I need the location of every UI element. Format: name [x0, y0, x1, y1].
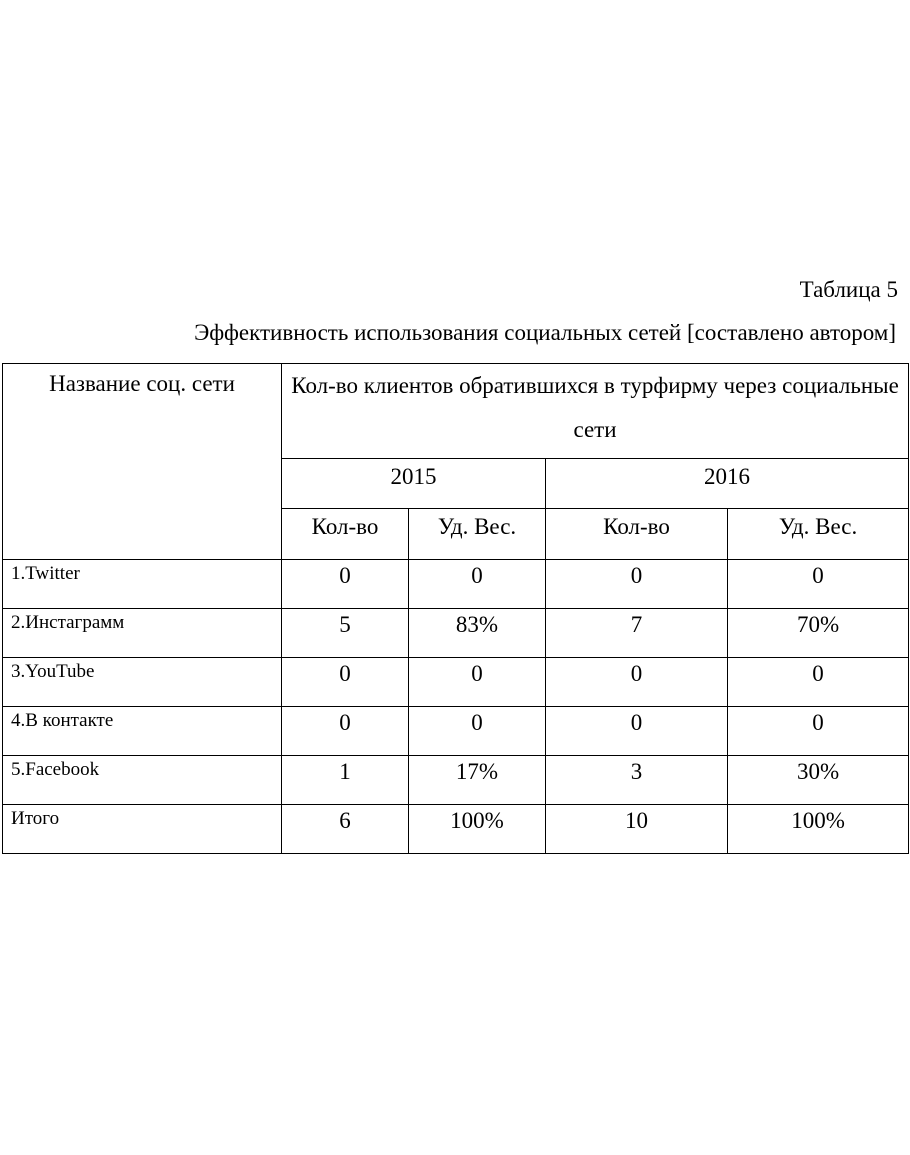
- cell-share-2015: 0: [409, 707, 546, 756]
- table-row-total: [3, 805, 909, 854]
- cell-count-2016: 0: [546, 658, 728, 707]
- header-year-2015: 2015: [282, 459, 546, 509]
- cell-share-2015: 0: [409, 560, 546, 609]
- row-network-name: 2.Инстаграмм: [3, 609, 282, 658]
- table-row: [3, 560, 909, 609]
- cell-count-2016: 0: [546, 560, 728, 609]
- cell-share-2015: 83%: [409, 609, 546, 658]
- header-count-2016: Кол-во: [546, 509, 728, 560]
- cell-count-2015: 0: [282, 560, 409, 609]
- header-network-name: Название соц. сети: [3, 364, 282, 560]
- cell-share-2016: 100%: [728, 805, 909, 854]
- cell-count-2015: 6: [282, 805, 409, 854]
- header-row-main: [3, 364, 909, 459]
- row-network-name: 4.В контакте: [3, 707, 282, 756]
- table-row: [3, 609, 909, 658]
- cell-count-2016: 10: [546, 805, 728, 854]
- cell-count-2016: 7: [546, 609, 728, 658]
- cell-share-2015: 0: [409, 658, 546, 707]
- row-network-name: 5.Facebook: [3, 756, 282, 805]
- header-share-2016: Уд. Вес.: [728, 509, 909, 560]
- table-title: Эффективность использования социальных сетей [составлено автором]: [194, 320, 896, 345]
- table-number-label: Таблица 5: [799, 277, 898, 302]
- social-networks-table: [2, 363, 909, 854]
- table-row: [3, 658, 909, 707]
- table-row: [3, 756, 909, 805]
- row-network-name: 3.YouTube: [3, 658, 282, 707]
- header-year-2016: 2016: [546, 459, 909, 509]
- cell-count-2015: 1: [282, 756, 409, 805]
- row-network-name: 1.Twitter: [3, 560, 282, 609]
- cell-count-2016: 0: [546, 707, 728, 756]
- cell-count-2015: 0: [282, 658, 409, 707]
- header-count-2015: Кол-во: [282, 509, 409, 560]
- cell-count-2015: 0: [282, 707, 409, 756]
- cell-share-2016: 0: [728, 658, 909, 707]
- cell-count-2015: 5: [282, 609, 409, 658]
- header-share-2015: Уд. Вес.: [409, 509, 546, 560]
- cell-share-2015: 17%: [409, 756, 546, 805]
- cell-share-2016: 0: [728, 560, 909, 609]
- row-network-name: Итого: [3, 805, 282, 854]
- cell-share-2016: 0: [728, 707, 909, 756]
- cell-share-2016: 70%: [728, 609, 909, 658]
- cell-share-2015: 100%: [409, 805, 546, 854]
- cell-count-2016: 3: [546, 756, 728, 805]
- header-clients-count: Кол-во клиентов обратившихся в турфирму через социальные сети: [282, 364, 909, 459]
- table-row: [3, 707, 909, 756]
- cell-share-2016: 30%: [728, 756, 909, 805]
